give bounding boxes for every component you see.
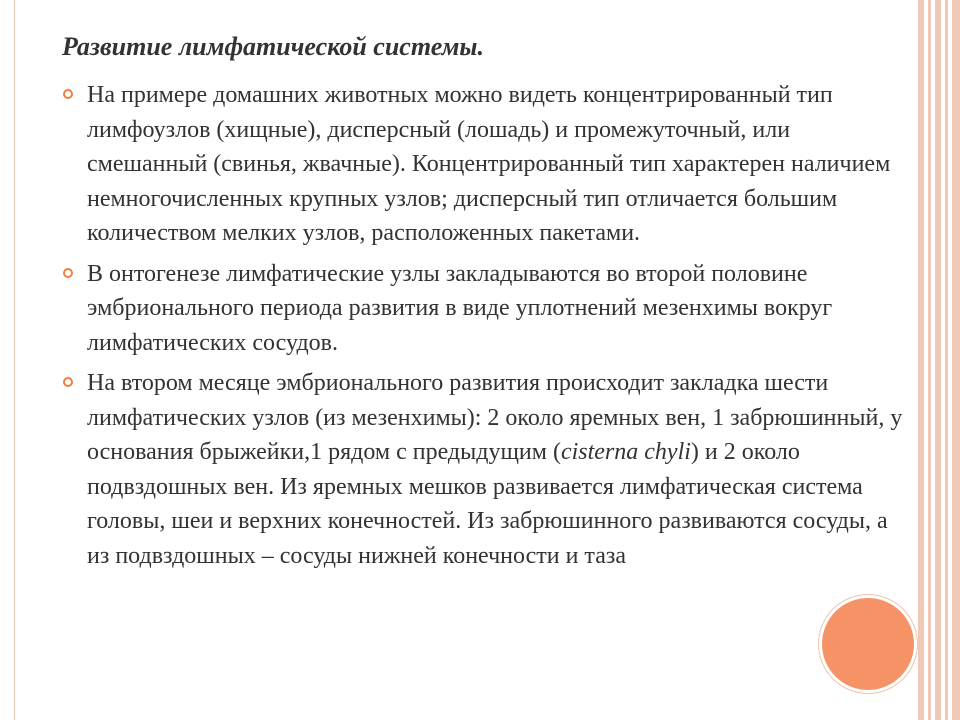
bullet-item xyxy=(62,257,912,361)
latin-term: cisterna chyli xyxy=(560,439,691,465)
ring-bullet-icon xyxy=(63,89,73,99)
slide-title: Развитие лимфатической системы. xyxy=(62,32,484,61)
ring-bullet-icon xyxy=(63,268,73,278)
bullet-text xyxy=(87,370,902,569)
left-frame-line xyxy=(14,0,15,720)
bullet-text-part: ) и 2 около подвздошных вен. Из яремных мешков развивается лимфатическая система головы, шеи и верхних конечностей. Из забрюшинного развиваются сосуды, а из подвздошных – сосуды нижней конечности и таза xyxy=(87,439,888,569)
bullet-item xyxy=(62,78,912,251)
ring-bullet-icon xyxy=(63,377,73,387)
bullet-item xyxy=(62,366,912,573)
decorative-stripes xyxy=(918,0,960,720)
bullet-text: На примере домашних животных можно видеть концентрированный тип лимфоузлов (хищные), дисперсный (лошадь) и промежуточный, или смешанный (свинья, жвачные). Концентрированный тип характерен наличием немногочисленных крупных узлов; дисперсный тип отличается большим количеством мелких узлов, расположенных пакетами. xyxy=(87,82,891,246)
bullet-text: В онтогенезе лимфатические узлы закладываются во второй половине эмбрионального периода развития в виде уплотнений мезенхимы вокруг лимфатических сосудов. xyxy=(87,260,833,356)
slide-content xyxy=(62,78,912,573)
decorative-circle xyxy=(822,598,914,690)
bullet-text-part: На втором месяце эмбрионального развития происходит закладка шести лимфатических узлов (из мезенхимы): 2 около яремных вен, 1 забрюшинный, у основания брыжейки,1 рядом с предыдущим ( xyxy=(87,370,903,465)
